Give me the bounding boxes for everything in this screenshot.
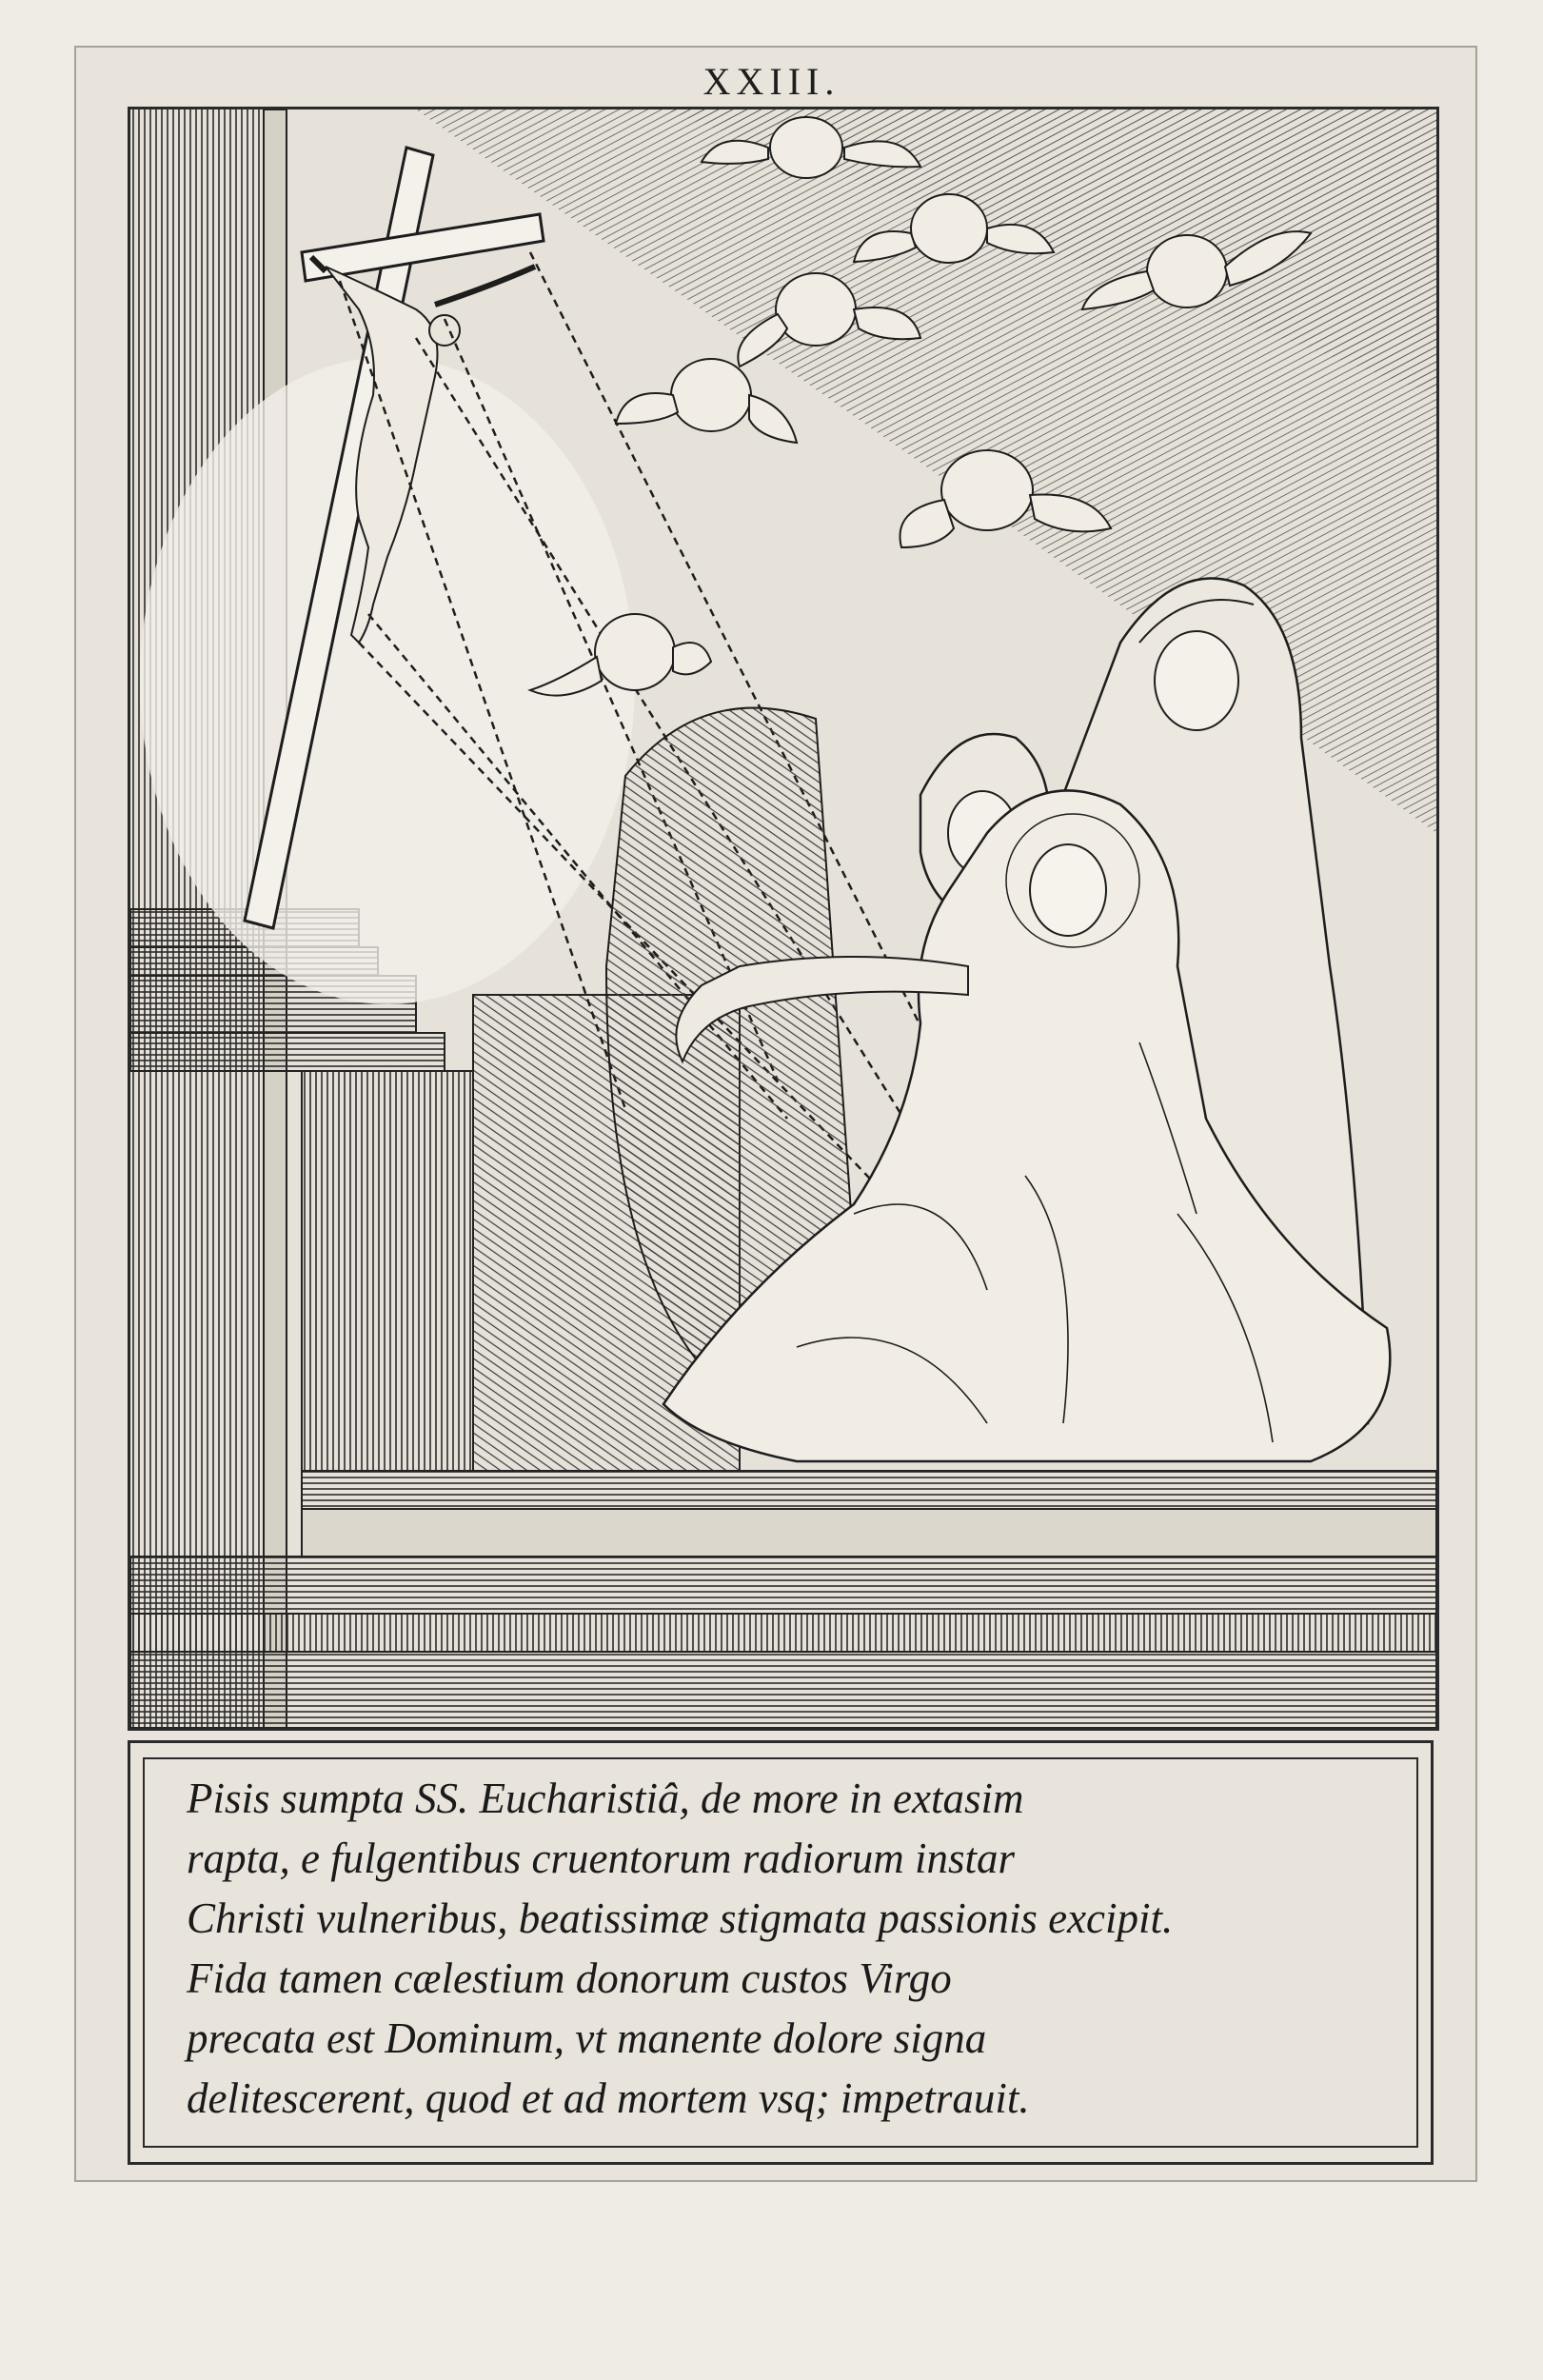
caption	[187, 1769, 1386, 2129]
caption-line: Pisis sumpta SS. Eucharistiâ, de more in extasim	[187, 1775, 1024, 1822]
caption-line: Fida tamen cælestium donorum custos Virgo	[187, 1954, 952, 2002]
plate-number: XXIII.	[702, 60, 841, 103]
caption-line: rapta, e fulgentibus cruentorum radiorum instar	[187, 1835, 1016, 1882]
caption-line: Christi vulneribus, beatissimæ stigmata passionis excipit.	[187, 1894, 1174, 1942]
scene-illustration	[130, 109, 1436, 1728]
floor-steps	[130, 1471, 1436, 1728]
engraved-scene	[128, 107, 1439, 1731]
caption-line: precata est Dominum, vt manente dolore signa	[187, 2014, 987, 2062]
caption-line: delitescerent, quod et ad mortem vsq; impetrauit.	[187, 2074, 1030, 2122]
